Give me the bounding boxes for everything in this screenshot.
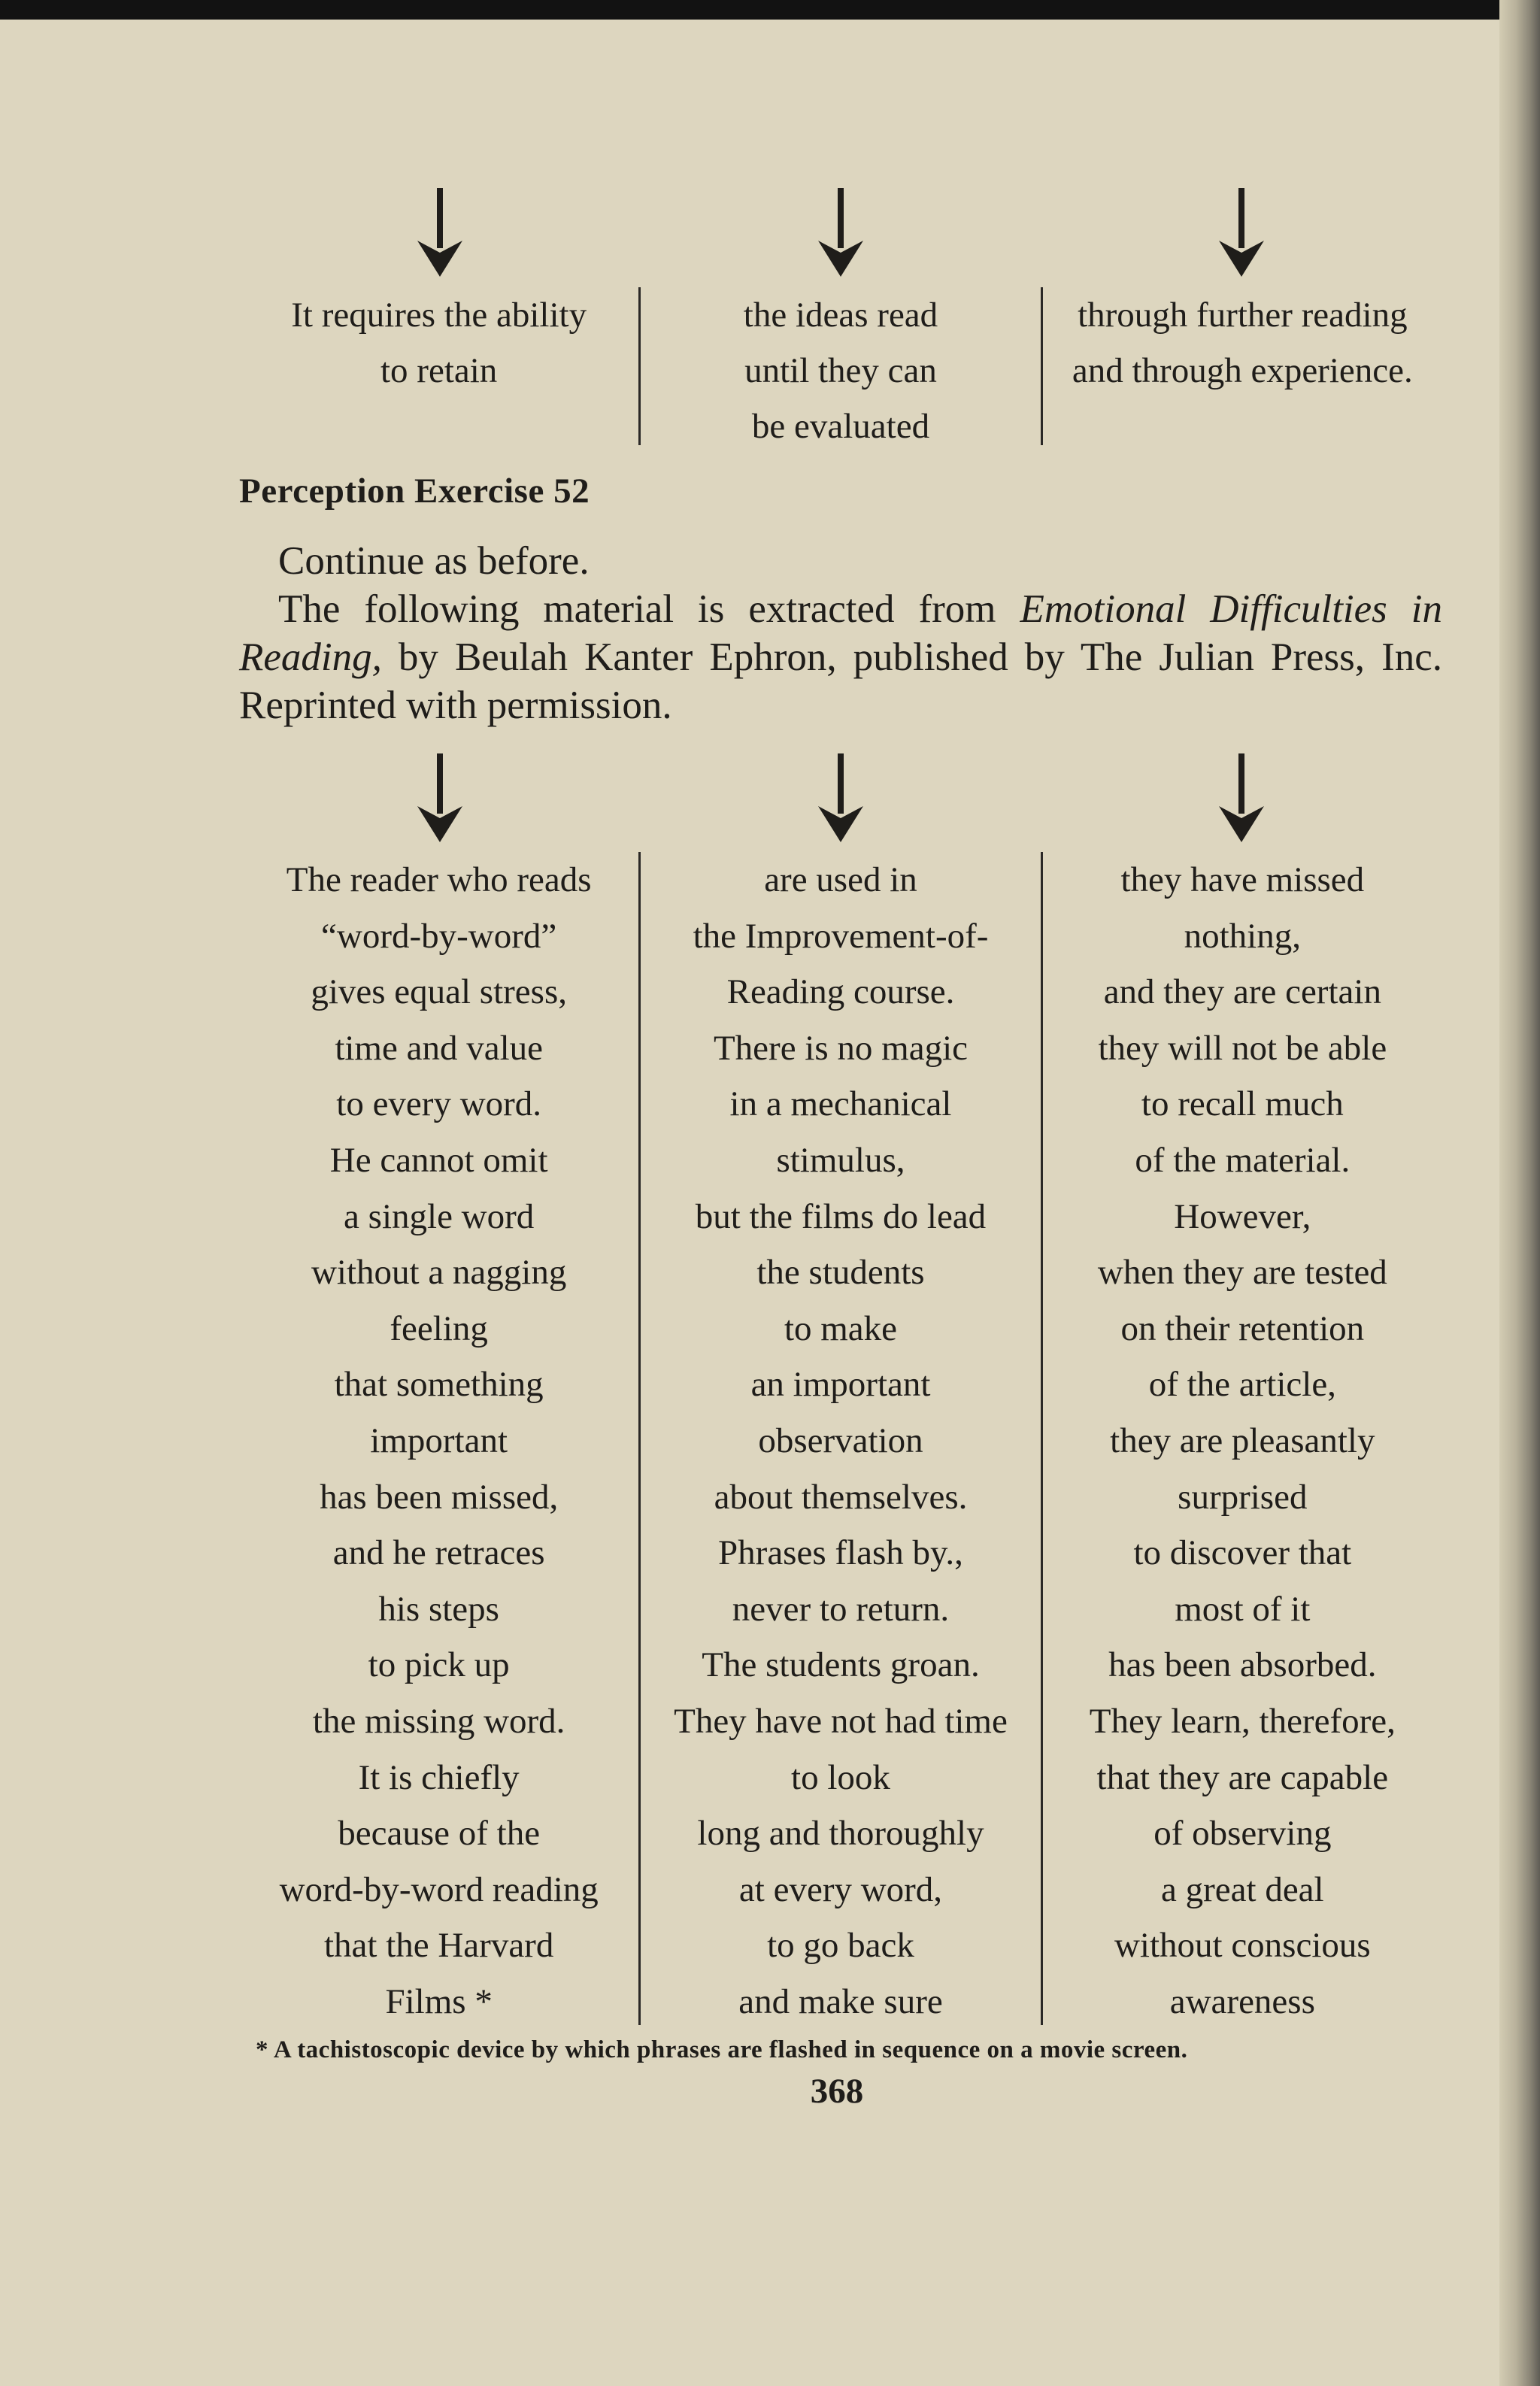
phrase-line: time and value	[335, 1028, 543, 1068]
phrase-line: He cannot omit	[329, 1140, 548, 1180]
phrase-line: about themselves.	[714, 1477, 968, 1517]
phrase-line: the ideas read	[743, 296, 938, 335]
down-arrow-icon	[1215, 753, 1268, 844]
phrase-line: until they can	[744, 351, 937, 390]
phrase-column-3	[1043, 852, 1442, 2025]
scan-top-edge	[0, 0, 1540, 20]
phrase-line: to pick up	[368, 1645, 510, 1685]
phrase-line: and through experience.	[1072, 351, 1413, 390]
phrase-line: most of it	[1175, 1589, 1311, 1629]
phrase-line: “word-by-word”	[321, 916, 557, 956]
phrase-line: without a nagging	[311, 1253, 567, 1293]
down-arrow-icon	[814, 188, 867, 278]
phrase-line: Films *	[385, 1981, 493, 2021]
phrase-line: in a mechanical	[729, 1084, 952, 1124]
phrase-line: that they are capable	[1096, 1757, 1389, 1797]
phrase-line: without conscious	[1114, 1926, 1371, 1966]
phrase-line: of the article,	[1148, 1365, 1336, 1405]
down-arrow-icon	[414, 188, 466, 278]
phrase-line: It is chiefly	[358, 1757, 520, 1797]
intro-text: by Beulah Kanter Ephron, published by The Julian Press, Inc. Reprinted with permission.	[239, 635, 1442, 727]
phrase-line: at every word,	[738, 1869, 943, 1909]
phrase-line: gives equal stress,	[311, 972, 567, 1012]
phrase-line: to retain	[380, 351, 498, 390]
down-arrow-icon	[414, 753, 466, 844]
phrase-line: to every word.	[336, 1084, 542, 1124]
phrase-line: through further reading	[1078, 296, 1408, 335]
phrase-line: a single word	[344, 1196, 535, 1236]
phrase-line: stimulus,	[776, 1140, 905, 1180]
phrase-line: but the films do lead	[695, 1196, 987, 1236]
phrase-line: the students	[756, 1253, 925, 1293]
phrase-line: nothing,	[1184, 916, 1301, 956]
phrase-column-2	[638, 852, 1042, 2025]
phrase-line: observation	[758, 1420, 923, 1460]
phrase-line: They learn, therefore,	[1089, 1701, 1396, 1741]
phrase-columns	[239, 852, 1442, 2025]
top-column-3	[1043, 287, 1442, 445]
phrase-line: his steps	[378, 1589, 499, 1629]
phrase-line: awareness	[1169, 1981, 1315, 2021]
phrase-line: on their retention	[1120, 1308, 1365, 1348]
arrow-row-top	[239, 188, 1442, 278]
phrase-line: and they are certain	[1103, 972, 1381, 1012]
phrase-line: to recall much	[1141, 1084, 1344, 1124]
intro-text: The following material is extracted from	[278, 587, 1020, 631]
phrase-line: to discover that	[1133, 1533, 1352, 1573]
phrase-column-1	[239, 852, 638, 2025]
phrase-line: feeling	[390, 1308, 488, 1348]
footnote: * A tachistoscopic device by which phrases are flashed in sequence on a movie screen.	[256, 2036, 1188, 2063]
phrase-line: has been missed,	[320, 1477, 559, 1517]
phrase-line: to go back	[767, 1926, 914, 1966]
exercise-intro	[239, 585, 1442, 729]
exercise-instruction: Continue as before.	[278, 539, 590, 583]
phrase-line: of the material.	[1135, 1140, 1351, 1180]
phrase-line: be evaluated	[751, 407, 930, 446]
phrase-line: important	[370, 1420, 508, 1460]
page-number: 368	[810, 2072, 864, 2111]
phrase-line: surprised	[1178, 1477, 1308, 1517]
phrase-line: word-by-word reading	[279, 1869, 599, 1909]
phrase-line: of observing	[1153, 1814, 1332, 1854]
phrase-line: they will not be able	[1098, 1028, 1387, 1068]
phrase-line: has been absorbed.	[1108, 1645, 1377, 1685]
arrow-row-bottom	[239, 753, 1442, 844]
exercise-heading: Perception Exercise 52	[239, 471, 590, 511]
phrase-line: However,	[1174, 1196, 1311, 1236]
book-spine-shadow	[1499, 0, 1540, 2386]
phrase-line: to look	[791, 1757, 890, 1797]
phrase-line: It requires the ability	[291, 296, 587, 335]
phrase-line: the missing word.	[312, 1701, 565, 1741]
phrase-line: because of the	[338, 1814, 541, 1854]
phrase-line: the Improvement-of-	[693, 916, 989, 956]
phrase-line: when they are tested	[1097, 1253, 1387, 1293]
phrase-line: and make sure	[738, 1981, 943, 2021]
down-arrow-icon	[1215, 188, 1268, 278]
phrase-line: They have not had time	[674, 1701, 1008, 1741]
top-phrase-columns	[239, 287, 1442, 445]
phrase-line: The reader who reads	[286, 860, 592, 899]
phrase-line: Reading course.	[726, 972, 955, 1012]
phrase-line: to make	[784, 1308, 898, 1348]
phrase-line: an important	[750, 1365, 931, 1405]
down-arrow-icon	[814, 753, 867, 844]
phrase-line: Phrases flash by.,	[718, 1533, 963, 1573]
phrase-line: a great deal	[1161, 1869, 1324, 1909]
phrase-line: they have missed	[1120, 860, 1365, 899]
phrase-line: they are pleasantly	[1110, 1420, 1375, 1460]
phrase-line: There is no magic	[713, 1028, 968, 1068]
phrase-line: that something	[334, 1365, 544, 1405]
phrase-line: and he retraces	[332, 1533, 545, 1573]
book-title: Emotional Difficulties in Reading,	[239, 587, 1442, 679]
top-column-1	[239, 287, 638, 445]
phrase-line: long and thoroughly	[697, 1814, 984, 1854]
phrase-line: The students groan.	[702, 1645, 980, 1685]
phrase-line: never to return.	[732, 1589, 950, 1629]
phrase-line: are used in	[764, 860, 917, 899]
phrase-line: that the Harvard	[323, 1926, 554, 1966]
top-column-2	[638, 287, 1042, 445]
